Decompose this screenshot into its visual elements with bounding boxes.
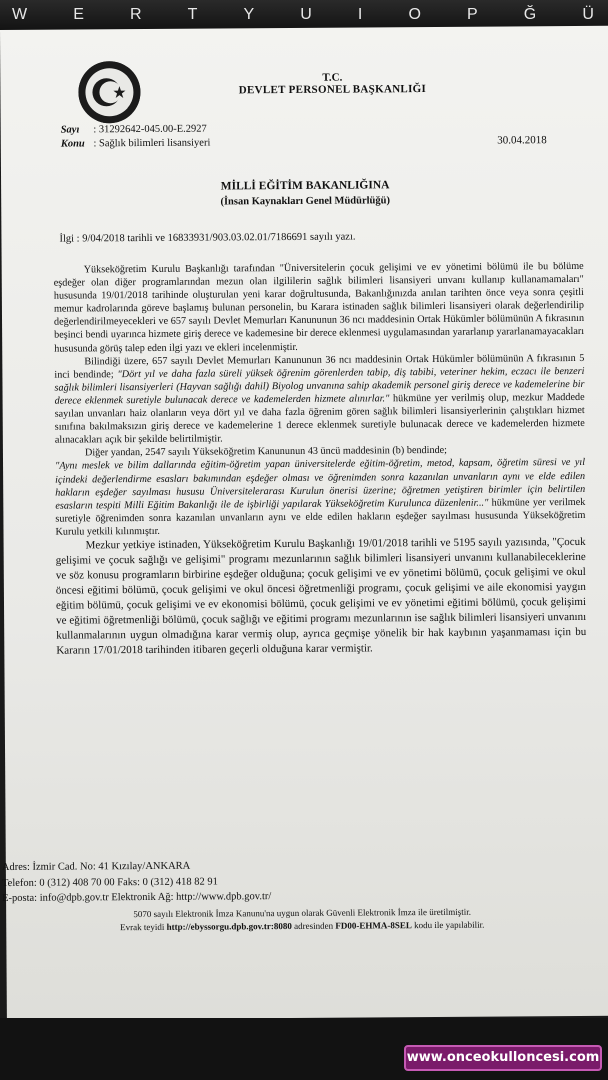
sayi-value: : 31292642-045.00-E.2927 [93,123,207,136]
key: T [187,6,200,23]
sayi-line [61,124,207,136]
key: R [129,6,144,23]
website-watermark[interactable]: www.onceokulloncesi.com [404,1045,602,1071]
key: I [357,6,365,23]
paragraph-2-rest: hükmüne yer verilmiş olup, mezkur Maddede sayılan unvanları haiz olanların veya dört yıl ve daha fazla öğrenim gören sağlık bilimleri lisansiyerlerinin çalıştıkları hizmet sınıfına bakılmaksızın giriş derece ve kademelerine 1 derece eklenmek suretiyle bulunacak derece ve kademelerden hizmete alınacakları açık bir şekilde belirtilmiştir. [54,391,585,446]
key: Ğ [523,6,539,23]
footer-address: Adres: İzmir Cad. No: 41 Kızılay/ANKARA [1,860,191,874]
verification-mid: adresinden [291,920,336,931]
footer-email-web: E-posta: info@dpb.gov.tr Elektronik Ağ: http://www.dpb.gov.tr/ [2,891,272,905]
recipient-subtitle: (İnsan Kaynakları Genel Müdürlüğü) [220,195,390,208]
paragraph-2 [54,352,585,447]
reference-line: İlgi : 9/04/2018 tarihli ve 16833931/903.03.02.01/7186691 sayılı yazı. [59,231,356,245]
paragraph-3-body [55,456,586,538]
verification-url[interactable]: http://ebyssorgu.dpb.gov.tr:8080 [166,920,292,932]
document-date: 30.04.2018 [497,134,547,147]
key: Y [243,6,257,23]
key: W [12,6,30,23]
konu-line [61,138,211,150]
verification-post: kodu ile yapılabilir. [411,919,485,930]
paragraph-2-quote: "Dört yıl ve daha fazla süreli yüksek öğrenim görenlerden tabip, diş tabibi, veteriner hekim, eczacı ile benzeri sağlık bilimleri lisansiyerleri (Hayvan sağlığı dahil) Biyolog unvanına sahip akademik personel giriş derece ve kademelerine bir derece eklenmek suretiyle bulunacak derece ve kademelerden hizmete alınırlar." [54,365,585,407]
footer-phone-fax: Telefon: 0 (312) 408 70 00 Faks: 0 (312) 418 82 91 [1,875,218,889]
keyboard-keys [0,6,608,24]
verification-pre: Evrak teyidi [120,921,167,932]
letter-body [54,260,587,659]
paragraph-3: Diğer yandan, 2547 sayılı Yükseköğretim Kanununun 43 üncü maddesinin (b) bendinde; [84,445,448,459]
konu-label: Konu [60,138,85,150]
paragraph-2-intro: Bilindiği üzere, 657 sayılı Devlet Memurları Kanununun 36 ncı maddesinin Ortak Hükümler bölümünün A fıkrasının 5 inci bendinde; [54,352,585,381]
key: U [300,6,314,23]
organization-name: DEVLET PERSONEL BAŞKANLIĞI [238,83,427,97]
key: P [467,6,480,23]
paragraph-1: Yükseköğretim Kurulu Başkanlığı tarafından "Üniversitelerin çocuk gelişimi ve ev yönetimi bölümü ile bu bölüme eşdeğer olan diğer programlarından mezun olan ilgililerin sağlık bilimleri lisansiyeri unvanı kullanıp kullanamamaları" hususunda 19/01/2018 tarihinde oluşturulan yeni karar doğrultusunda, Bakanlığınızda anılan tarihten önce veya sonra çeşitli memur kadrolarında göreve başlamış bulunan personelin, bu Karara istinaden sağlık bilimleri lisansiyeri olarak değerlendirilip değerlendirilmeyecekleri ve 657 sayılı Devlet Memurları Kanununun 36 ncı maddesinin Ortak Hükümler bölümünün A fıkrasının beşinci bendi uyarınca hizmete giriş derece ve kademesine bir derece eklenmesi uygulamasından yararlanıp yararlanamayacakları hususunda görüş talep eden ilgi yazı ve ekleri incelenmiştir. [53,260,585,355]
konu-value: : Sağlık bilimleri lisansiyeri [93,137,211,150]
paragraph-4: Mezkur yetkiye istinaden, Yükseköğretim Kurulu Başkanlığı 19/01/2018 tarihli ve 5195 sayılı yazısında, "Çocuk gelişimi ve çocuk sağlığı ve gelişimi" programı mezunlarının sağlık bilimleri lisansiyeri unvanını kullanabileceklerine ve söz konusu programların birbirine eşdeğer olduğuna; çocuk gelişimi ve ev yönetimi bölümü, çocuk gelişimi ve okul öncesi eğitimi bölümü, çocuk gelişimi ve okul öncesi öğretmenliği programı, çocuk gelişimi ve aile ekonomisi yaygın eğitim bölümü, çocuk gelişimi ve ev ekonomisi bölümü, çocuk gelişimi ve ev yönetimi eğitimi bölümü, çocuk gelişimi ve eğitimi öğretmenliği bölümü, çocuk sağlığı ve eğitimi programı mezunlarının ise sağlık bilimleri lisansiyeri unvanını kullanmalarının uygun olmadığına karar vermiş olup, ayrıca geçmişe yönelik bir hak kaybının yaşanmaması için bu Kararın 17/01/2018 tarihinden itibaren geçerli olduğuna karar vermiştir. [55,535,587,657]
document-page [0,26,608,1020]
e-signature-note: 5070 sayılı Elektronik İmza Kanunu'na uygun olarak Güvenli Elektronik İmza ile üretilmiştir. [133,906,471,919]
paragraph-3-quote: "Aynı meslek ve bilim dallarında eğitim-öğretim yapan üniversitelerde eğitim-öğretim, metod, kapsam, öğretim süresi ve yıl içindeki değerlendirme esasları bakımından eşdeğer olması ve öğrenimden sonra kazanılan unvanların aynı ve elde edilen hakların eşdeğer sayılması hususu Üniversitelerarası Kurulun önerisi üzerine; öğretmen yetiştiren birimler için belirtilen esasların tespiti Milli Eğitim Bakanlığı ile de işbirliği yapılarak Yükseköğretim Kurulunca düzenlenir..." [55,457,586,512]
document-footer [2,856,603,936]
verification-note [2,916,602,936]
verification-code: FD00-EHMA-8SEL [335,919,412,931]
sayi-label: Sayı [60,124,80,136]
key: E [73,6,86,23]
header-tc: T.C. [322,71,343,84]
recipient-title: MİLLİ EĞİTİM BAKANLIĞINA [220,179,390,193]
key: O [408,6,423,23]
key: Ü [582,6,596,23]
paragraph-3-rest: hükmüne yer verilmek suretiyle öğrenimden sonra kazanılan unvanların aynı ve elde edilen hakların eşdeğer sayılması hususunda Yükseköğretim Kurulu yetkili kılınmıştır. [55,496,586,538]
